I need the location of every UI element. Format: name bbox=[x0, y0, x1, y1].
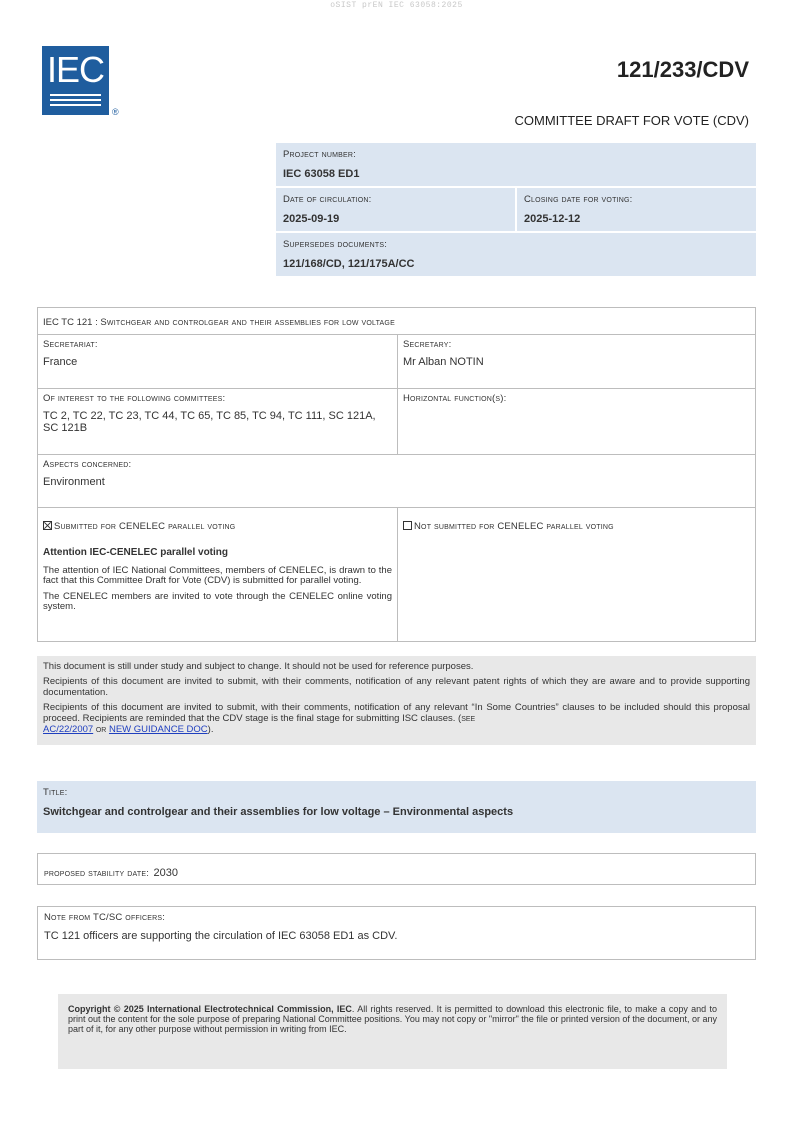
secretary-value: Mr Alban NOTIN bbox=[403, 356, 484, 368]
supersedes-label: Supersedes documents: bbox=[283, 239, 388, 250]
closing-date-value: 2025-12-12 bbox=[524, 213, 581, 225]
project-number-value: IEC 63058 ED1 bbox=[283, 168, 360, 180]
not-submitted-label: Not submitted for CENELEC parallel voting bbox=[414, 521, 614, 532]
attention-heading: Attention IEC-CENELEC parallel voting bbox=[43, 547, 229, 558]
project-info-block bbox=[276, 143, 756, 278]
interest-label: Of interest to the following committees: bbox=[43, 393, 226, 404]
stability-date-label: proposed stability date: bbox=[44, 868, 150, 879]
notice-or: or bbox=[95, 724, 107, 735]
attention-paragraph-1: The attention of IEC National Committees, members of CENELEC, is drawn to the fact that this Committee Draft for Vote (CDV) is submitted for parallel voting. bbox=[43, 564, 392, 586]
unchecked-box-icon bbox=[403, 521, 412, 530]
copyright-body: . All rights reserved. It is permitted to download this electronic file, to make a copy and to print out the content for the sole purpose of preparing National Committee positions. You may not copy or "mirror" the file or printed version of the document, or any part of it, for any other purpose without permission in writing from IEC. bbox=[68, 1004, 717, 1034]
notice-paragraph-3 bbox=[43, 702, 750, 735]
stability-date-value: 2030 bbox=[153, 867, 178, 879]
committee-info-table bbox=[37, 307, 756, 642]
attention-paragraph-2: The CENELEC members are invited to vote through the CENELEC online voting system. bbox=[43, 590, 392, 612]
notice-paragraph-1: This document is still under study and subject to change. It should not be used for reference purposes. bbox=[43, 661, 474, 672]
ac-22-2007-link[interactable]: AC/22/2007 bbox=[43, 724, 94, 735]
officers-note-label: Note from TC/SC officers: bbox=[44, 912, 166, 923]
aspects-label: Aspects concerned: bbox=[43, 459, 132, 470]
circulation-date-cell bbox=[276, 188, 515, 231]
aspects-value: Environment bbox=[43, 476, 105, 488]
project-number-cell bbox=[276, 143, 756, 186]
logo-lines bbox=[50, 94, 101, 109]
submitted-label: Submitted for CENELEC parallel voting bbox=[54, 521, 236, 532]
interest-value: TC 2, TC 22, TC 23, TC 44, TC 65, TC 85, TC 94, TC 111, SC 121A, SC 121B bbox=[43, 410, 376, 434]
secretary-cell bbox=[398, 335, 756, 389]
notice-paragraph-3-text: Recipients of this document are invited to submit, with their comments, notification of any relevant “In Some Countries” clauses to be included should this proposal proceed. Recipients are reminded that the CDV stage is the final stage for submitting ISC clauses. ( bbox=[43, 702, 750, 724]
copyright-text bbox=[68, 1004, 717, 1034]
copyright-block bbox=[58, 994, 727, 1069]
closing-date-label: Closing date for voting: bbox=[524, 194, 633, 205]
supersedes-value: 121/168/CD, 121/175A/CC bbox=[283, 258, 415, 270]
stability-date-block bbox=[37, 853, 756, 885]
new-guidance-doc-link[interactable]: NEW GUIDANCE DOC bbox=[108, 724, 208, 735]
notice-paragraph-2: Recipients of this document are invited to submit, with their comments, notification of any relevant patent rights of which they are aware and to provide supporting documentation. bbox=[43, 676, 750, 698]
title-block bbox=[37, 781, 756, 833]
document-type: COMMITTEE DRAFT FOR VOTE (CDV) bbox=[514, 113, 749, 128]
document-number: 121/233/CDV bbox=[616, 57, 749, 82]
project-number-label: Project number: bbox=[283, 149, 356, 160]
registered-mark: ® bbox=[112, 107, 119, 117]
horizontal-label: Horizontal function(s): bbox=[403, 393, 507, 404]
horizontal-cell bbox=[398, 389, 756, 455]
copyright-bold: Copyright © 2025 International Electrotechnical Commission, IEC bbox=[68, 1004, 352, 1014]
circulation-date-label: Date of circulation: bbox=[283, 194, 372, 205]
title-label: Title: bbox=[43, 787, 68, 798]
circulation-date-value: 2025-09-19 bbox=[283, 213, 340, 225]
logo-text: IEC bbox=[47, 49, 105, 90]
watermark: oSIST prEN IEC 63058:2025 bbox=[330, 1, 463, 10]
notice-see: see bbox=[461, 713, 476, 724]
submitted-voting-cell bbox=[38, 508, 398, 642]
checked-box-icon bbox=[43, 521, 52, 530]
secretariat-value: France bbox=[43, 356, 78, 368]
secretariat-label: Secretariat: bbox=[43, 339, 98, 350]
officers-note-block bbox=[37, 906, 756, 960]
interest-cell bbox=[38, 389, 398, 455]
supersedes-cell bbox=[276, 233, 756, 276]
tc-title: Switchgear and controlgear and their assemblies for low voltage bbox=[100, 317, 395, 328]
notice-end: ). bbox=[207, 724, 214, 735]
aspects-cell bbox=[38, 455, 756, 508]
not-submitted-voting-cell bbox=[398, 508, 756, 642]
document-title: Switchgear and controlgear and their assemblies for low voltage – Environmental aspects bbox=[43, 806, 514, 818]
closing-date-cell bbox=[517, 188, 756, 231]
tc-title-cell bbox=[38, 308, 756, 335]
officers-note-value: TC 121 officers are supporting the circulation of IEC 63058 ED1 as CDV. bbox=[44, 930, 398, 942]
secretariat-cell bbox=[38, 335, 398, 389]
secretary-label: Secretary: bbox=[403, 339, 452, 350]
notice-block bbox=[37, 656, 756, 745]
tc-prefix: IEC TC 121 : bbox=[43, 317, 101, 328]
iec-logo bbox=[42, 46, 109, 115]
